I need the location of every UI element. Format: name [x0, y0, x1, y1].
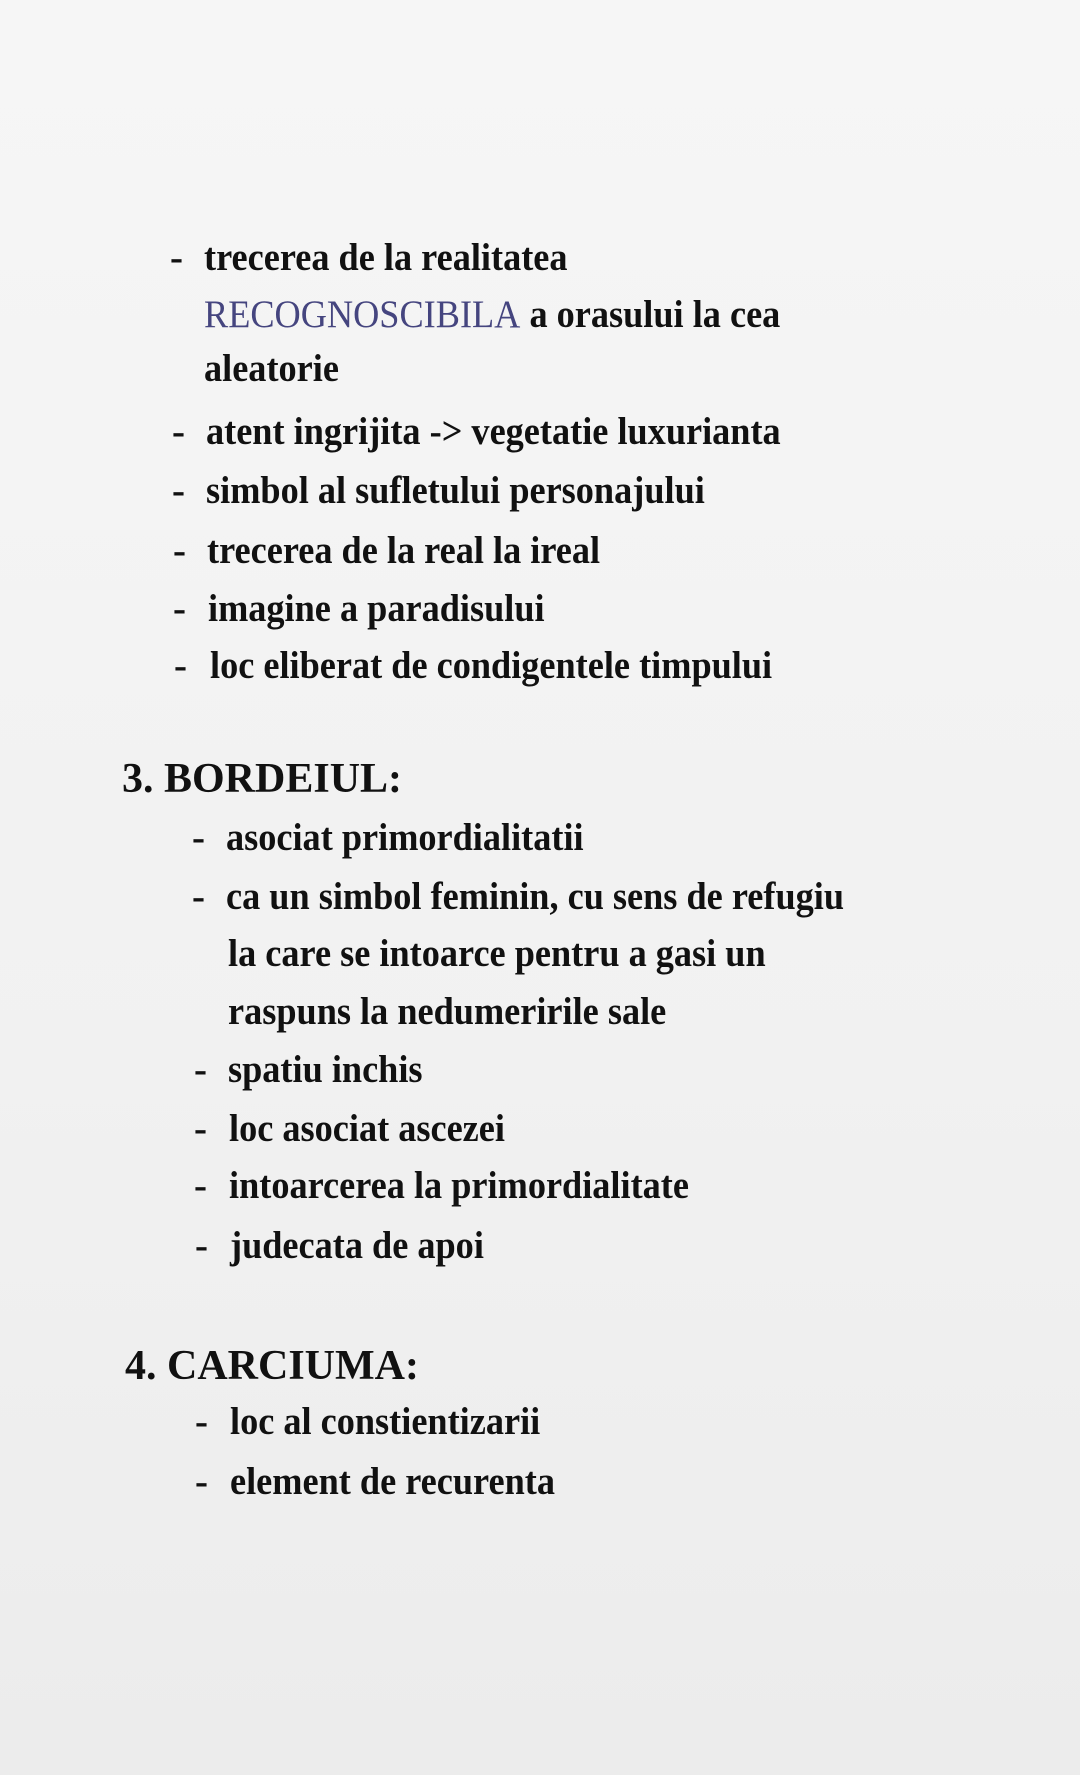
list-item: judecata de apoi [230, 1224, 484, 1267]
list-item-continuation: la care se intoarce pentru a gasi un [228, 932, 766, 975]
bullet-dash: - [173, 587, 186, 630]
bullet-dash: - [192, 875, 205, 918]
bullet-dash: - [195, 1224, 208, 1267]
section-heading-bordeiul: 3. BORDEIUL: [122, 756, 403, 802]
bullet-dash: - [194, 1107, 207, 1150]
bullet-dash: - [174, 644, 187, 687]
bullet-dash: - [195, 1460, 208, 1503]
list-item: asociat primordialitatii [226, 816, 584, 859]
list-item-continuation: aleatorie [204, 347, 339, 390]
list-item: ca un simbol feminin, cu sens de refugiu [226, 875, 845, 918]
highlight-term: RECOGNOSCIBILA [204, 293, 521, 336]
list-item: spatiu inchis [228, 1048, 423, 1091]
bullet-dash: - [173, 529, 186, 572]
list-item: intoarcerea la primordialitate [229, 1164, 689, 1207]
list-item-continuation [204, 292, 780, 338]
bullet-dash: - [172, 410, 185, 453]
list-item-continuation: raspuns la nedumeririle sale [228, 990, 667, 1033]
list-item: loc eliberat de condigentele timpului [210, 644, 773, 687]
list-item: loc asociat ascezei [229, 1107, 505, 1150]
list-item: atent ingrijita -> vegetatie luxurianta [206, 410, 781, 453]
bullet-dash: - [194, 1048, 207, 1091]
list-item: simbol al sufletului personajului [206, 469, 705, 512]
text: a orasului la cea [520, 293, 781, 336]
list-item: trecerea de la realitatea [204, 236, 568, 279]
list-item: element de recurenta [230, 1460, 555, 1503]
list-item: loc al constientizarii [230, 1400, 541, 1443]
bullet-dash: - [172, 469, 185, 512]
section-heading-carciuma: 4. CARCIUMA: [125, 1343, 419, 1389]
bullet-dash: - [194, 1164, 207, 1207]
bullet-dash: - [195, 1400, 208, 1443]
bullet-dash: - [192, 816, 205, 859]
list-item: trecerea de la real la ireal [207, 529, 601, 572]
bullet-dash: - [170, 236, 183, 279]
list-item: imagine a paradisului [208, 587, 545, 630]
